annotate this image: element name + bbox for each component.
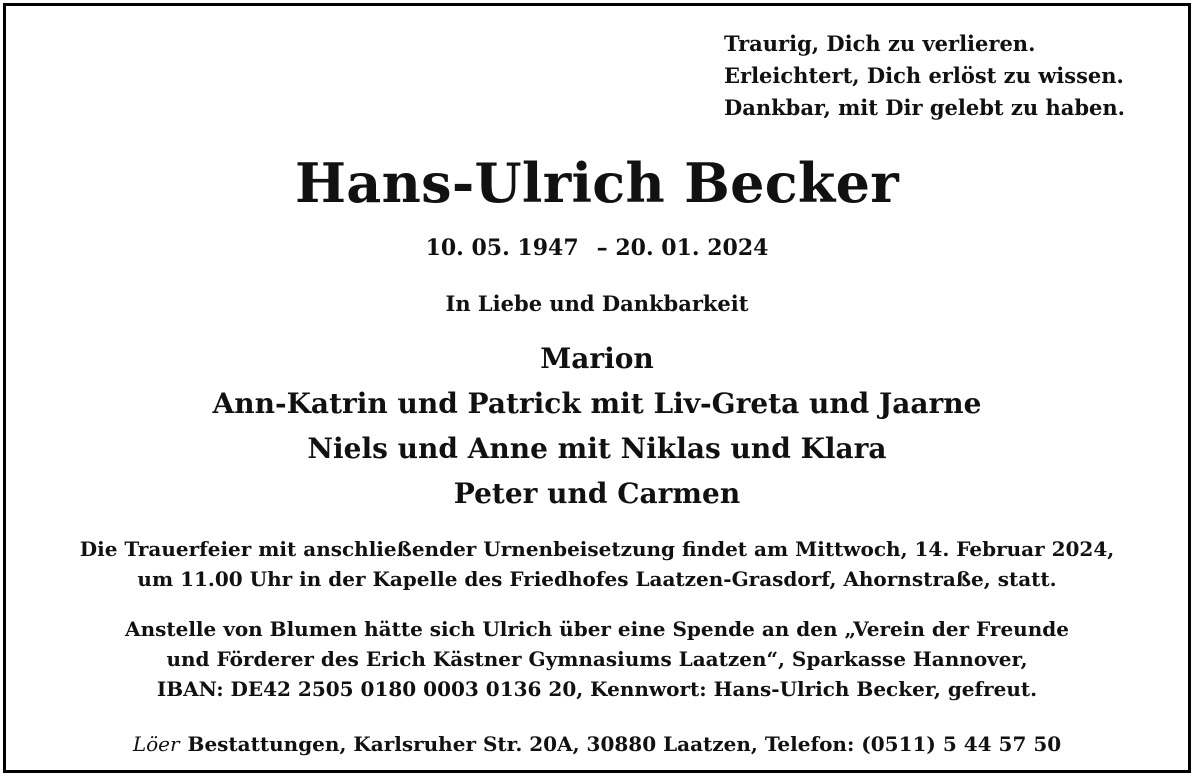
deceased-name: Hans-Ulrich Becker <box>294 151 900 215</box>
mourner-line: Ann-Katrin und Patrick mit Liv-Greta und Jaarne <box>212 387 982 420</box>
ceremony-line: Die Trauerfeier mit anschließender Urnenbeisetzung findet am Mittwoch, 14. Februar 2024, <box>79 537 1115 561</box>
ceremony-line: um 11.00 Uhr in der Kapelle des Friedhofes Laatzen-Grasdorf, Ahornstraße, statt. <box>137 567 1057 591</box>
death-date: – 20. 01. 2024 <box>596 235 769 261</box>
mourner-line: Niels und Anne mit Niklas und Klara <box>307 432 887 465</box>
donation-line: Anstelle von Blumen hätte sich Ulrich über eine Spende an den „Verein der Freunde <box>125 617 1069 641</box>
funeral-home-contact: Bestattungen, Karlsruher Str. 20A, 30880 Laatzen, Telefon: (0511) 5 44 57 50 <box>187 732 1062 756</box>
donation-line: und Förderer des Erich Kästner Gymnasiums Laatzen“, Sparkasse Hannover, <box>166 647 1028 671</box>
poem-line: Traurig, Dich zu verlieren. <box>724 31 1036 56</box>
poem-line: Dankbar, mit Dir gelebt zu haben. <box>724 95 1125 120</box>
birth-date: 10. 05. 1947 <box>425 235 579 261</box>
poem-line: Erleichtert, Dich erlöst zu wissen. <box>724 63 1124 88</box>
ceremony-notice <box>0 534 1194 594</box>
donation-line: IBAN: DE42 2505 0180 0003 0136 20, Kennwort: Hans-Ulrich Becker, gefreut. <box>156 677 1038 701</box>
funeral-home-logo: Löer <box>132 732 180 756</box>
mourner-line: Peter und Carmen <box>453 477 741 510</box>
life-dates <box>0 233 1194 263</box>
mourning-intro: In Liebe und Dankbarkeit <box>445 291 749 316</box>
mourner-line: Marion <box>540 342 654 375</box>
funeral-home-footer <box>0 729 1194 759</box>
donation-notice <box>0 614 1194 704</box>
memorial-poem <box>724 28 1174 124</box>
mourners-list <box>0 336 1194 516</box>
